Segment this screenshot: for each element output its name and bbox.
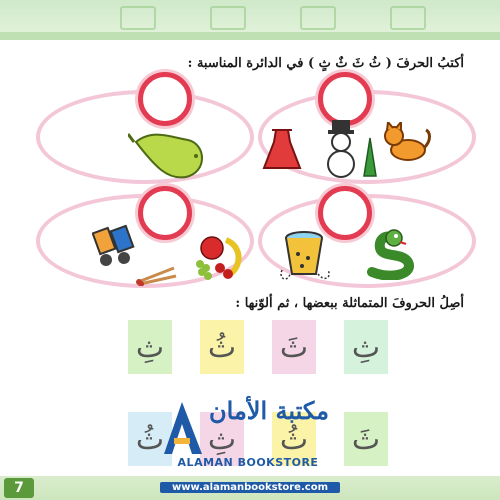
bucket-icon [280, 230, 334, 282]
letter-card[interactable]: ثَ [344, 412, 388, 466]
dress-icon [262, 126, 302, 172]
snowman-icon [322, 118, 378, 178]
book-decoration-icon [300, 6, 336, 30]
bookstore-logo [160, 398, 340, 498]
letter-card[interactable]: ثَ [272, 320, 316, 374]
letter-card[interactable]: ثِ [200, 412, 244, 466]
letter-card[interactable]: ثِ [344, 320, 388, 374]
letter-card[interactable]: ثُ [200, 320, 244, 374]
cat-icon [382, 122, 432, 166]
letter-card[interactable]: ثُ [272, 412, 316, 466]
fruits-icon [190, 234, 246, 282]
instruction-connect-letters: أصِلُ الحروفَ المتماثلة ببعضها ، ثم ألوّنها : [235, 296, 464, 311]
answer-circle-top-left[interactable] [138, 72, 192, 126]
logo-website[interactable]: www.alamanbookstore.com [160, 482, 340, 493]
header-edge [0, 32, 500, 40]
book-decoration-icon [210, 6, 246, 30]
snake-icon [362, 228, 418, 280]
pear-icon [128, 120, 210, 182]
header-decoration [0, 0, 500, 40]
binoculars-icon [92, 224, 136, 268]
answer-circle-bottom-left[interactable] [138, 186, 192, 240]
book-decoration-icon [390, 6, 426, 30]
page-number: 7 [4, 478, 34, 498]
instruction-write-letter: أكتبُ الحرفَ ( ثُ ثَ ثٌ ثٍ ) في الدائرة المناسبة : [187, 56, 464, 71]
letter-card[interactable]: ثِ [128, 320, 172, 374]
logo-arabic-name: مكتبة الأمان [209, 396, 329, 425]
logo-english-name: ALAMAN BOOKSTORE [177, 456, 319, 469]
letter-card[interactable]: ثُ [128, 412, 172, 466]
book-decoration-icon [120, 6, 156, 30]
matches-icon [134, 262, 180, 286]
